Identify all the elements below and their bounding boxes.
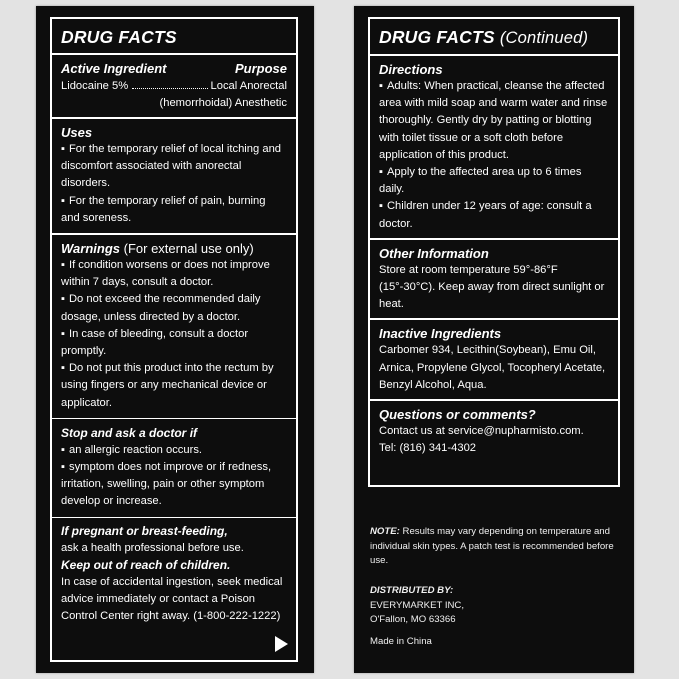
- directions-heading: Directions: [379, 62, 443, 77]
- warnings-item: ▪ Do not exceed the recommended daily dosage, unless directed by a doctor.: [61, 291, 287, 325]
- note-text: Results may vary depending on temperature and individual skin types. A patch test is recommended before use.: [370, 526, 614, 566]
- drug-facts-title-continued: [379, 25, 609, 50]
- active-ingredient-label: Active Ingredient: [61, 61, 167, 76]
- dotted-leader: [132, 88, 207, 89]
- inactive-ingredients-heading: Inactive Ingredients: [379, 326, 502, 342]
- stop-item: ▪ an allergic reaction occurs.: [61, 442, 287, 459]
- title-section-continued: [370, 19, 618, 56]
- warnings-item: ▪ In case of bleeding, consult a doctor promptly.: [61, 326, 287, 360]
- warnings-item: ▪ Do not put this product into the rectum by using fingers or any mechanical device or applicator.: [61, 360, 287, 412]
- stop-section: [52, 419, 296, 518]
- title-section: [52, 19, 296, 55]
- distributor-block: [370, 584, 622, 649]
- directions-item: ▪ Children under 12 years of age: consult a doctor.: [379, 198, 609, 232]
- inactive-ingredients-text: Carbomer 934, Lecithin(Soybean), Emu Oil, Arnica, Propylene Glycol, Tocopheryl Acetate, Benzyl Alcohol, Aqua.: [379, 344, 606, 391]
- uses-item: ▪ For the temporary relief of local itching and discomfort associated with anorectal disorders.: [61, 141, 287, 193]
- ingredient-name: Lidocaine 5%: [61, 80, 129, 92]
- warnings-heading-text: Warnings: [61, 241, 120, 257]
- contact-email-line: Contact us at service@nupharmisto.com.: [379, 425, 584, 438]
- directions-item: ▪ Apply to the affected area up to 6 times daily.: [379, 164, 609, 198]
- uses-heading: Uses: [61, 125, 93, 140]
- contact-phone-line: Tel: (816) 341-4302: [379, 442, 477, 455]
- drug-facts-box-right: [368, 17, 620, 487]
- active-ingredient-section: [52, 55, 296, 119]
- purpose-line-1: Local Anorectal: [210, 80, 287, 92]
- stop-heading: Stop and ask a doctor if: [61, 425, 198, 440]
- warnings-item: ▪ If condition worsens or does not improve within 7 days, consult a doctor.: [61, 257, 287, 291]
- drug-facts-panel-right: [354, 6, 634, 673]
- pregnant-text: ask a health professional before use.: [61, 541, 244, 554]
- play-arrow-icon: [275, 636, 288, 652]
- drug-facts-title: DRUG FACTS: [61, 27, 177, 47]
- warnings-heading: [61, 240, 287, 257]
- drug-facts-box-left: [50, 17, 298, 662]
- drug-facts-panel-left: [36, 6, 314, 673]
- title-suffix: (Continued): [499, 29, 589, 47]
- warnings-section: [52, 235, 296, 419]
- ingredient-line: [61, 78, 287, 95]
- children-heading: Keep out of reach of children.: [61, 557, 231, 572]
- directions-item: ▪ Adults: When practical, cleanse the affected area with mild soap and warm water and rinse thoroughly. Gently dry by patting or blotting with toilet tissue or a soft cloth before application of this product.: [379, 78, 609, 164]
- distributor-city: O'Fallon, MO 63366: [370, 614, 456, 625]
- children-text: In case of accidental ingestion, seek medical advice immediately or contact a Poison Control Center right away. (1-800-222-1222): [61, 575, 283, 623]
- inactive-ingredients-section: [370, 320, 618, 401]
- other-info-heading: Other Information: [379, 245, 489, 261]
- distributor-name: EVERYMARKET INC,: [370, 599, 465, 611]
- results-note: [370, 525, 622, 569]
- directions-section: [370, 56, 618, 240]
- questions-heading: Questions or comments?: [379, 407, 536, 423]
- distributor-label: DISTRIBUTED BY:: [370, 585, 454, 596]
- uses-section: [52, 119, 296, 235]
- questions-section: [370, 401, 618, 457]
- other-info-text: Store at room temperature 59°-86°F (15°-30°C). Keep away from direct sunlight or heat.: [379, 263, 605, 311]
- title-text: DRUG FACTS: [379, 27, 495, 47]
- pregnant-heading: If pregnant or breast-feeding,: [61, 523, 228, 538]
- pregnancy-children-section: [52, 518, 296, 626]
- active-ingredient-header: [61, 60, 287, 78]
- purpose-label: Purpose: [234, 61, 287, 76]
- other-info-section: [370, 240, 618, 321]
- note-label: NOTE:: [370, 526, 400, 537]
- stop-item: ▪ symptom does not improve or if redness, irritation, swelling, pain or other symptom develop or increase.: [61, 459, 287, 511]
- uses-item: ▪ For the temporary relief of pain, burning and soreness.: [61, 193, 287, 227]
- country-of-origin: Made in China: [370, 635, 432, 647]
- purpose-line-2: (hemorrhoidal) Anesthetic: [159, 97, 287, 109]
- warnings-heading-suffix: (For external use only): [123, 241, 254, 257]
